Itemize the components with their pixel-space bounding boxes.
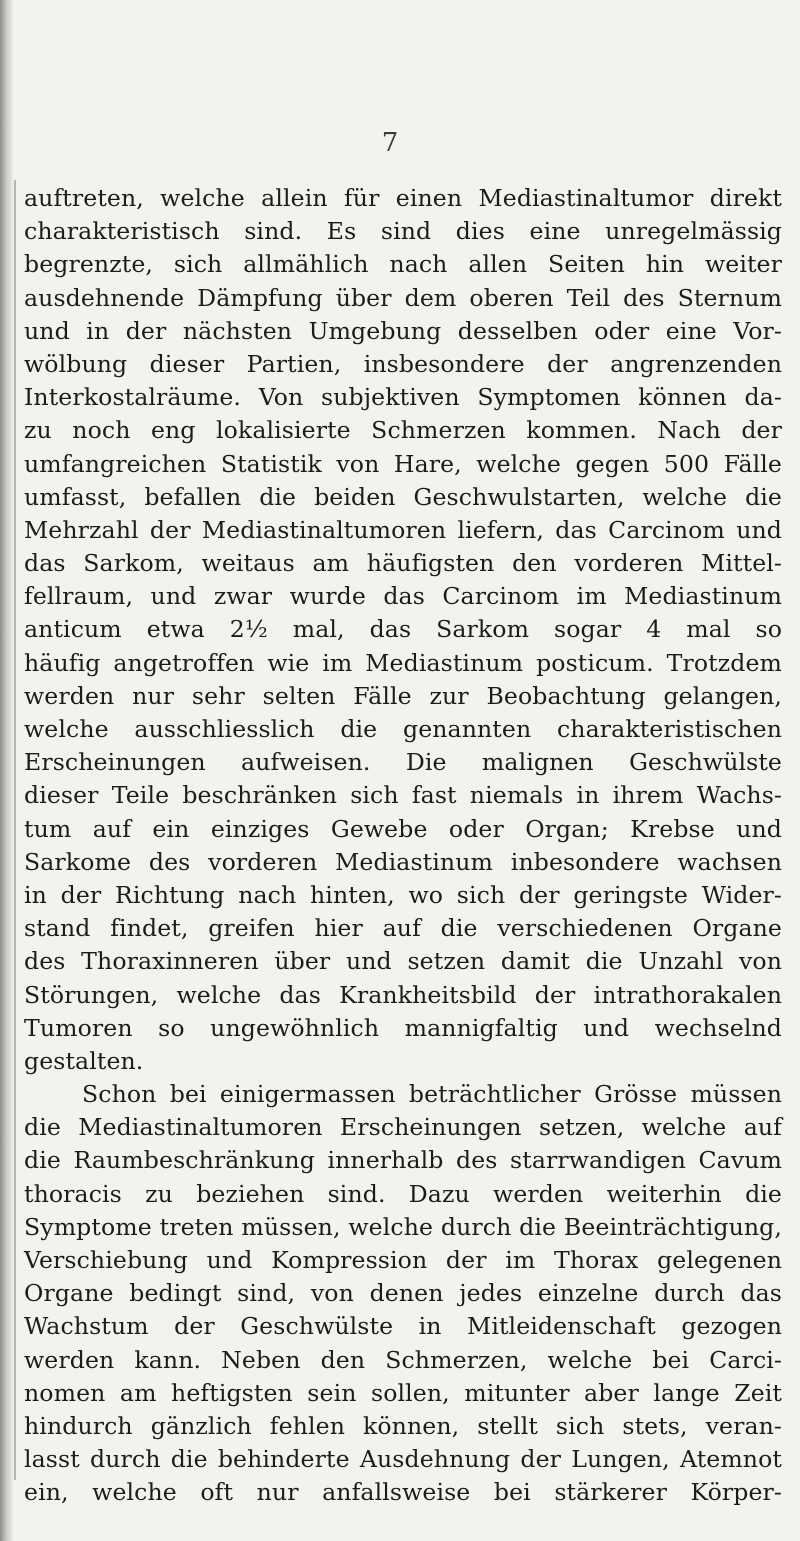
text-line: nomen am heftigsten sein sollen, mitunter aber lange Zeit (24, 1378, 782, 1407)
text-line: zu noch eng lokalisierte Schmerzen kommen. Nach der (24, 416, 782, 445)
text-line: die Raumbeschränkung innerhalb des starrwandigen Cavum (24, 1146, 782, 1175)
text-line: die Mediastinaltumoren Erscheinungen setzen, welche auf (24, 1113, 782, 1142)
text-line: auftreten, welche allein für einen Mediastinaltumor direkt (24, 184, 782, 212)
page-number: 7 (381, 128, 399, 158)
text-line: lasst durch die behinderte Ausdehnung der Lungen, Atemnot (24, 1445, 782, 1474)
binding-shadow (0, 0, 14, 1541)
text-line: charakteristisch sind. Es sind dies eine unregelmässig (24, 217, 782, 246)
text-line: das Sarkom, weitaus am häufigsten den vorderen Mittel- (24, 549, 782, 578)
text-line: umfasst, befallen die beiden Geschwulstarten, welche die (24, 482, 782, 511)
text-line: dieser Teile beschränken sich fast niemals in ihrem Wachs- (24, 781, 782, 810)
text-line: ein, welche oft nur anfallsweise bei stärkerer Körper- (24, 1478, 782, 1507)
text-line: Interkostalräume. Von subjektiven Symptomen können da- (24, 383, 782, 412)
text-line: tum auf ein einziges Gewebe oder Organ; Krebse und (24, 814, 782, 843)
text-line: Mehrzahl der Mediastinaltumoren liefern, das Carcinom und (24, 515, 782, 544)
text-line: ausdehnende Dämpfung über dem oberen Teil des Sternum (24, 283, 782, 312)
text-line: welche ausschliesslich die genannten charakteristischen (24, 715, 782, 743)
text-line: Verschiebung und Kompression der im Thorax gelegenen (24, 1246, 782, 1274)
text-line: fellraum, und zwar wurde das Carcinom im Mediastinum (24, 582, 782, 611)
text-line: gestalten. (24, 1046, 144, 1075)
text-line: Organe bedingt sind, von denen jedes einzelne durch das (24, 1279, 782, 1308)
text-line: wölbung dieser Partien, insbesondere der angrenzenden (24, 349, 782, 378)
text-line: Störungen, welche das Krankheitsbild der intrathorakalen (24, 980, 782, 1009)
text-line: anticum etwa 2½ mal, das Sarkom sogar 4 mal so (24, 615, 782, 644)
text-line: in der Richtung nach hinten, wo sich der geringste Wider- (24, 880, 782, 909)
text-line: umfangreichen Statistik von Hare, welche gegen 500 Fälle (24, 449, 782, 478)
text-line: und in der nächsten Umgebung desselben oder eine Vor- (24, 316, 782, 345)
text-line: des Thoraxinneren über und setzen damit die Unzahl von (24, 947, 782, 976)
text-line: werden nur sehr selten Fälle zur Beobachtung gelangen, (24, 681, 782, 710)
text-line: thoracis zu beziehen sind. Dazu werden weiterhin die (24, 1179, 782, 1208)
text-line: werden kann. Neben den Schmerzen, welche bei Carci- (24, 1345, 782, 1374)
text-line: Wachstum der Geschwülste in Mitleidenschaft gezogen (24, 1312, 782, 1341)
text-line: häufig angetroffen wie im Mediastinum posticum. Trotzdem (24, 648, 782, 677)
text-line: Schon bei einigermassen beträchtlicher Grösse müssen (82, 1080, 782, 1109)
text-line: stand findet, greifen hier auf die verschiedenen Organe (24, 914, 782, 943)
text-line: begrenzte, sich allmählich nach allen Seiten hin weiter (24, 250, 782, 279)
text-line: Erscheinungen aufweisen. Die malignen Geschwülste (24, 748, 782, 777)
text-line: hindurch gänzlich fehlen können, stellt sich stets, veran- (24, 1411, 782, 1440)
binding-line (14, 180, 16, 1480)
text-line: Tumoren so ungewöhnlich mannigfaltig und wechselnd (24, 1013, 782, 1042)
body-text (24, 182, 782, 1510)
text-line: Symptome treten müssen, welche durch die Beeinträchtigung, (24, 1212, 782, 1241)
text-line: Sarkome des vorderen Mediastinum inbesondere wachsen (24, 847, 782, 876)
